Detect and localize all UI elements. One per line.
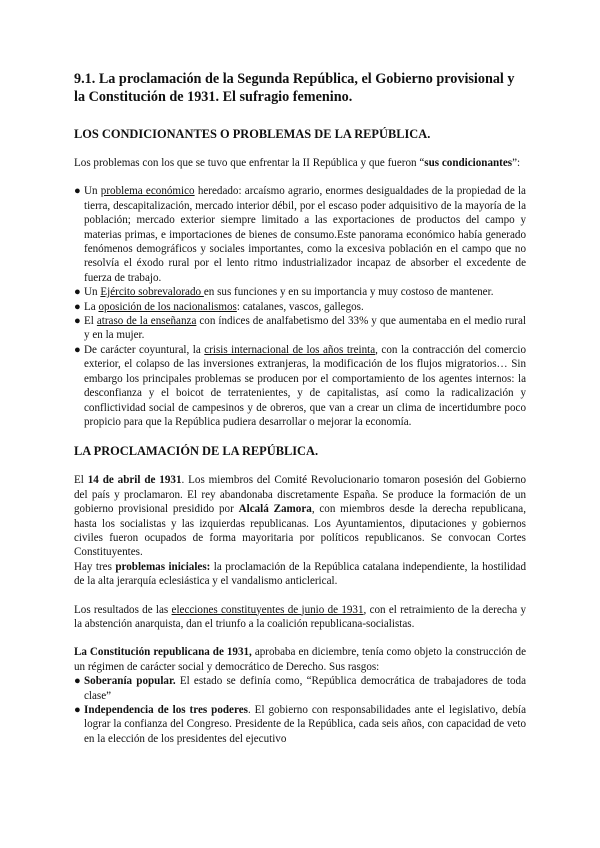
underlined-term: crisis internacional de los años treinta	[204, 343, 376, 356]
paragraph-text: El	[74, 474, 88, 487]
intro-end: ”:	[512, 157, 521, 169]
section-heading-condicionantes: LOS CONDICIONANTES O PROBLEMAS DE LA REPÚBLICA.	[74, 127, 431, 141]
list-item	[74, 674, 526, 703]
list-item	[74, 703, 526, 746]
paragraph-elections	[74, 603, 526, 632]
paragraph-text: la proclamación de la República catalana independiente, la hostilidad de la alta jerarquía eclesiástica y el vandalismo anticlerical.	[74, 560, 526, 588]
bullet-icon: ●	[74, 343, 81, 356]
list-item-text: La	[84, 300, 99, 313]
list-item-text: con índices de analfabetismo del 33% y que aumentaba en el medio rural y en la mujer.	[84, 315, 526, 342]
list-item-text: De carácter coyuntural, la	[84, 343, 205, 356]
bullet-icon: ●	[74, 300, 81, 313]
document-page	[74, 70, 526, 746]
intro-paragraph	[74, 156, 526, 170]
list-item	[74, 184, 526, 285]
bold-term: problemas iniciales:	[115, 560, 211, 573]
list-item-text: Un	[84, 185, 101, 198]
underlined-term: problema económico	[100, 185, 195, 198]
paragraph-text: . Los miembros del Comité Revolucionario tomaron posesión del Gobierno del país y proclamaron. El rey abandonaba discretamente España. Se produce la formación de un gobierno provisional presidido por	[74, 474, 526, 516]
list-item-text: , con la contracción del comercio exterior, el colapso de las inversiones extranjeras, la modificación de los flujos migratorios… Sin embargo los principales problemas se producen por el comportamiento de los agentes internos: la desconfianza y el boicot de terratenientes, y de capitalistas, así como la radicalización y conflictividad social de campesinos y de obreros, que van a crear un clima de incertidumbre poco propicio para que la República pudiera desarrollar o mejorar la economía.	[84, 343, 527, 428]
paragraph-proclamation	[74, 473, 526, 559]
list-item-text: El	[84, 315, 97, 328]
paragraph-problems	[74, 560, 526, 589]
paragraph-constitution	[74, 645, 526, 674]
list-item-text: : catalanes, vascos, gallegos.	[236, 300, 364, 313]
underlined-term: atraso de la enseñanza	[96, 315, 197, 328]
underlined-term: Ejército sobrevalorado	[100, 286, 204, 299]
bullet-icon: ●	[74, 185, 81, 198]
bullet-icon: ●	[74, 315, 81, 328]
paragraph-text: aprobaba en diciembre, tenía como objeto la construcción de un régimen de carácter social y democrático de Derecho. Sus rasgos:	[74, 646, 526, 673]
paragraph-text: , con el retraimiento de la derecha y la abstención anarquista, dan el triunfo a la coalición republicana-socialistas.	[74, 603, 526, 630]
bullet-icon: ●	[74, 675, 81, 688]
bold-name: Alcalá Zamora	[238, 503, 312, 516]
underlined-term: elecciones constituyentes de junio de 1931	[171, 603, 364, 616]
bullet-icon: ●	[74, 286, 81, 299]
intro-bold: sus condicionantes	[424, 157, 513, 169]
underlined-term: oposición de los nacionalismos	[98, 300, 237, 313]
paragraph-text: , con miembros desde la derecha republicana, hasta los socialistas y las izquierdas republicanas. Los Ayuntamientos, diputaciones y gobiernos civiles fueron ocupados de forma mayoritaria por políticos republicanos. Se convocan Cortes Constituyentes.	[74, 503, 526, 559]
paragraph-text: Los resultados de las	[74, 603, 172, 616]
list-item-text: Un	[84, 286, 101, 299]
list-item	[74, 343, 526, 429]
bold-term: La Constitución republicana de 1931,	[74, 646, 252, 659]
document-title: 9.1. La proclamación de la Segunda República, el Gobierno provisional y la Constitución de 1931. El sufragio femenino.	[74, 71, 515, 105]
list-item	[74, 285, 526, 299]
list-item-text: . El gobierno con responsabilidades ante el legislativo, debía lograr la confianza del Congreso. Presidente de la República, cada seis años, con capacidad de veto en la elección de los presidentes del ejecutivo	[84, 704, 526, 745]
paragraph-text: Hay tres	[74, 560, 116, 573]
section-heading-proclamacion: LA PROCLAMACIÓN DE LA REPÚBLICA.	[74, 444, 319, 459]
list-item-text: en sus funciones y en su importancia y muy costoso de mantener.	[203, 286, 494, 299]
bold-term: Soberanía popular.	[84, 675, 176, 688]
bold-term: Independencia de los tres poderes	[84, 704, 248, 716]
list-item-text: heredado: arcaísmo agrario, enormes desigualdades de la propiedad de la tierra, descapitalización, mercado interior débil, por el escaso poder adquisitivo de la mayoría de la población; mercado exterior siempre limitado a las exportaciones de productos del campo y materias primas, e importaciones de bienes de consumo.Este panorama económico había generado fenómenos demográficos y sociales importantes, como la excesiva población en el campo que no resolvía el éxodo rural por el lento ritmo industrializador incapaz de absorber el excedente de fuerza de trabajo.	[84, 185, 526, 284]
list-item-text: El estado se definía como, “República democrática de trabajadores de toda clase”	[84, 675, 526, 702]
intro-text: Los problemas con los que se tuvo que enfrentar la II República y que fueron “	[74, 157, 425, 169]
bold-date: 14 de abril de 1931	[87, 474, 182, 487]
list-item	[74, 314, 526, 343]
bullet-icon: ●	[74, 704, 81, 716]
list-item	[74, 300, 526, 314]
